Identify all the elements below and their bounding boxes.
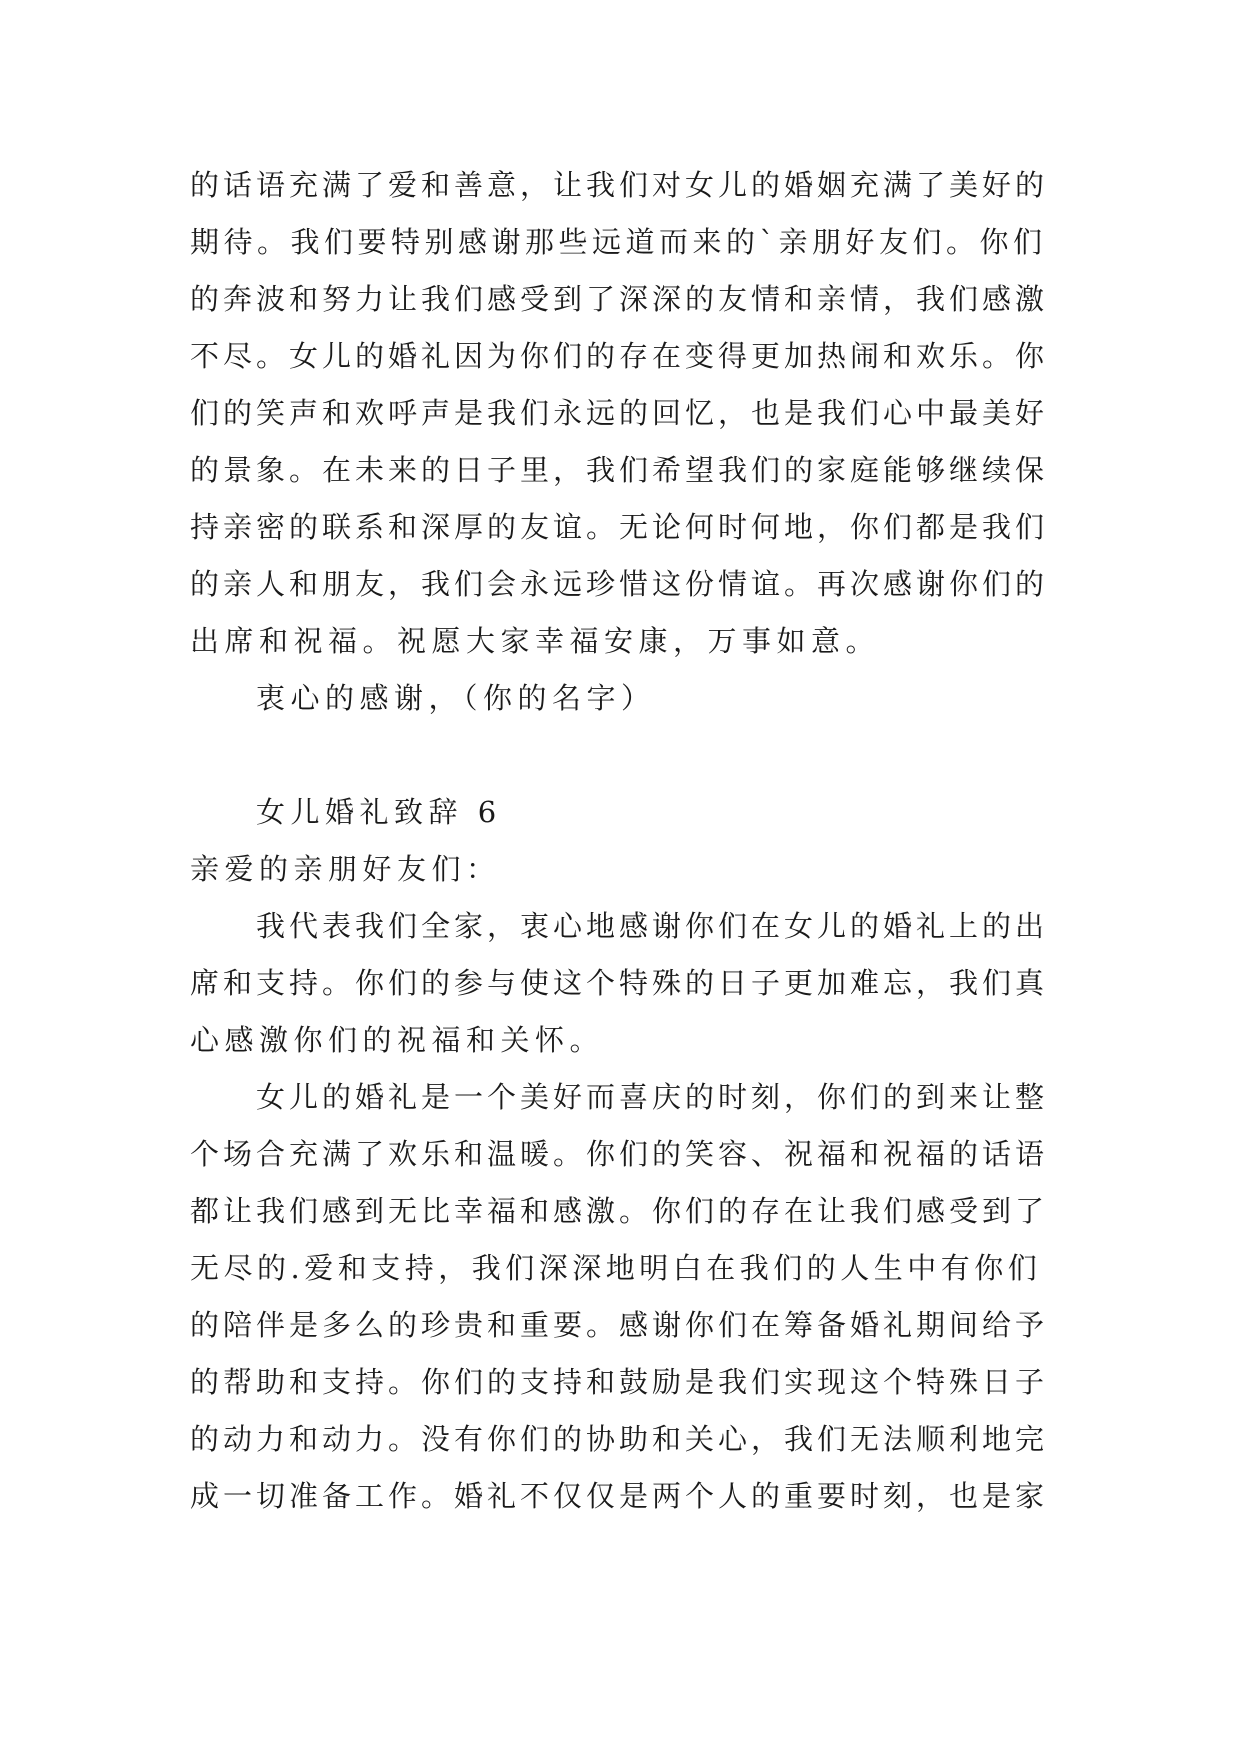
paragraph-line: 的亲人和朋友，我们会永远珍惜这份情谊。再次感谢你们的 <box>190 567 1049 601</box>
paragraph-line: 的帮助和支持。你们的支持和鼓励是我们实现这个特殊日子 <box>190 1365 1049 1399</box>
paragraph-line: 席和支持。你们的参与使这个特殊的日子更加难忘，我们真 <box>190 966 1049 1000</box>
paragraph-line: 女儿的婚礼是一个美好而喜庆的时刻，你们的到来让整 <box>256 1080 1049 1114</box>
paragraph-line: 无尽的.爱和支持，我们深深地明白在我们的人生中有你们 <box>190 1251 1042 1285</box>
paragraph-line: 不尽。女儿的婚礼因为你们的存在变得更加热闹和欢乐。你 <box>190 339 1049 373</box>
paragraph-line: 个场合充满了欢乐和温暖。你们的笑容、祝福和祝福的话语 <box>190 1137 1049 1171</box>
paragraph-line: 心感激你们的祝福和关怀。 <box>190 1023 605 1057</box>
paragraph-line: 的话语充满了爱和善意，让我们对女儿的婚姻充满了美好的 <box>190 168 1049 202</box>
paragraph-line: 们的笑声和欢呼声是我们永远的回忆，也是我们心中最美好 <box>190 396 1049 430</box>
section-heading: 女儿婚礼致辞 6 <box>256 795 502 829</box>
paragraph-line: 都让我们感到无比幸福和感激。你们的存在让我们感受到了 <box>190 1194 1049 1228</box>
paragraph-line: 的奔波和努力让我们感受到了深深的友情和亲情，我们感激 <box>190 282 1049 316</box>
signature-line: 衷心的感谢，（你的名字） <box>256 681 656 715</box>
salutation: 亲爱的亲朋好友们： <box>190 852 501 886</box>
paragraph-line: 的动力和动力。没有你们的协助和关心，我们无法顺利地完 <box>190 1422 1049 1456</box>
paragraph-line: 期待。我们要特别感谢那些远道而来的`亲朋好友们。你们 <box>190 225 1047 259</box>
paragraph-line: 出席和祝福。祝愿大家幸福安康，万事如意。 <box>190 624 881 658</box>
paragraph-line: 我代表我们全家，衷心地感谢你们在女儿的婚礼上的出 <box>256 909 1049 943</box>
paragraph-line: 的陪伴是多么的珍贵和重要。感谢你们在筹备婚礼期间给予 <box>190 1308 1049 1342</box>
paragraph-line: 的景象。在未来的日子里，我们希望我们的家庭能够继续保 <box>190 453 1049 487</box>
paragraph-line: 持亲密的联系和深厚的友谊。无论何时何地，你们都是我们 <box>190 510 1049 544</box>
paragraph-line: 成一切准备工作。婚礼不仅仅是两个人的重要时刻，也是家 <box>190 1479 1049 1513</box>
